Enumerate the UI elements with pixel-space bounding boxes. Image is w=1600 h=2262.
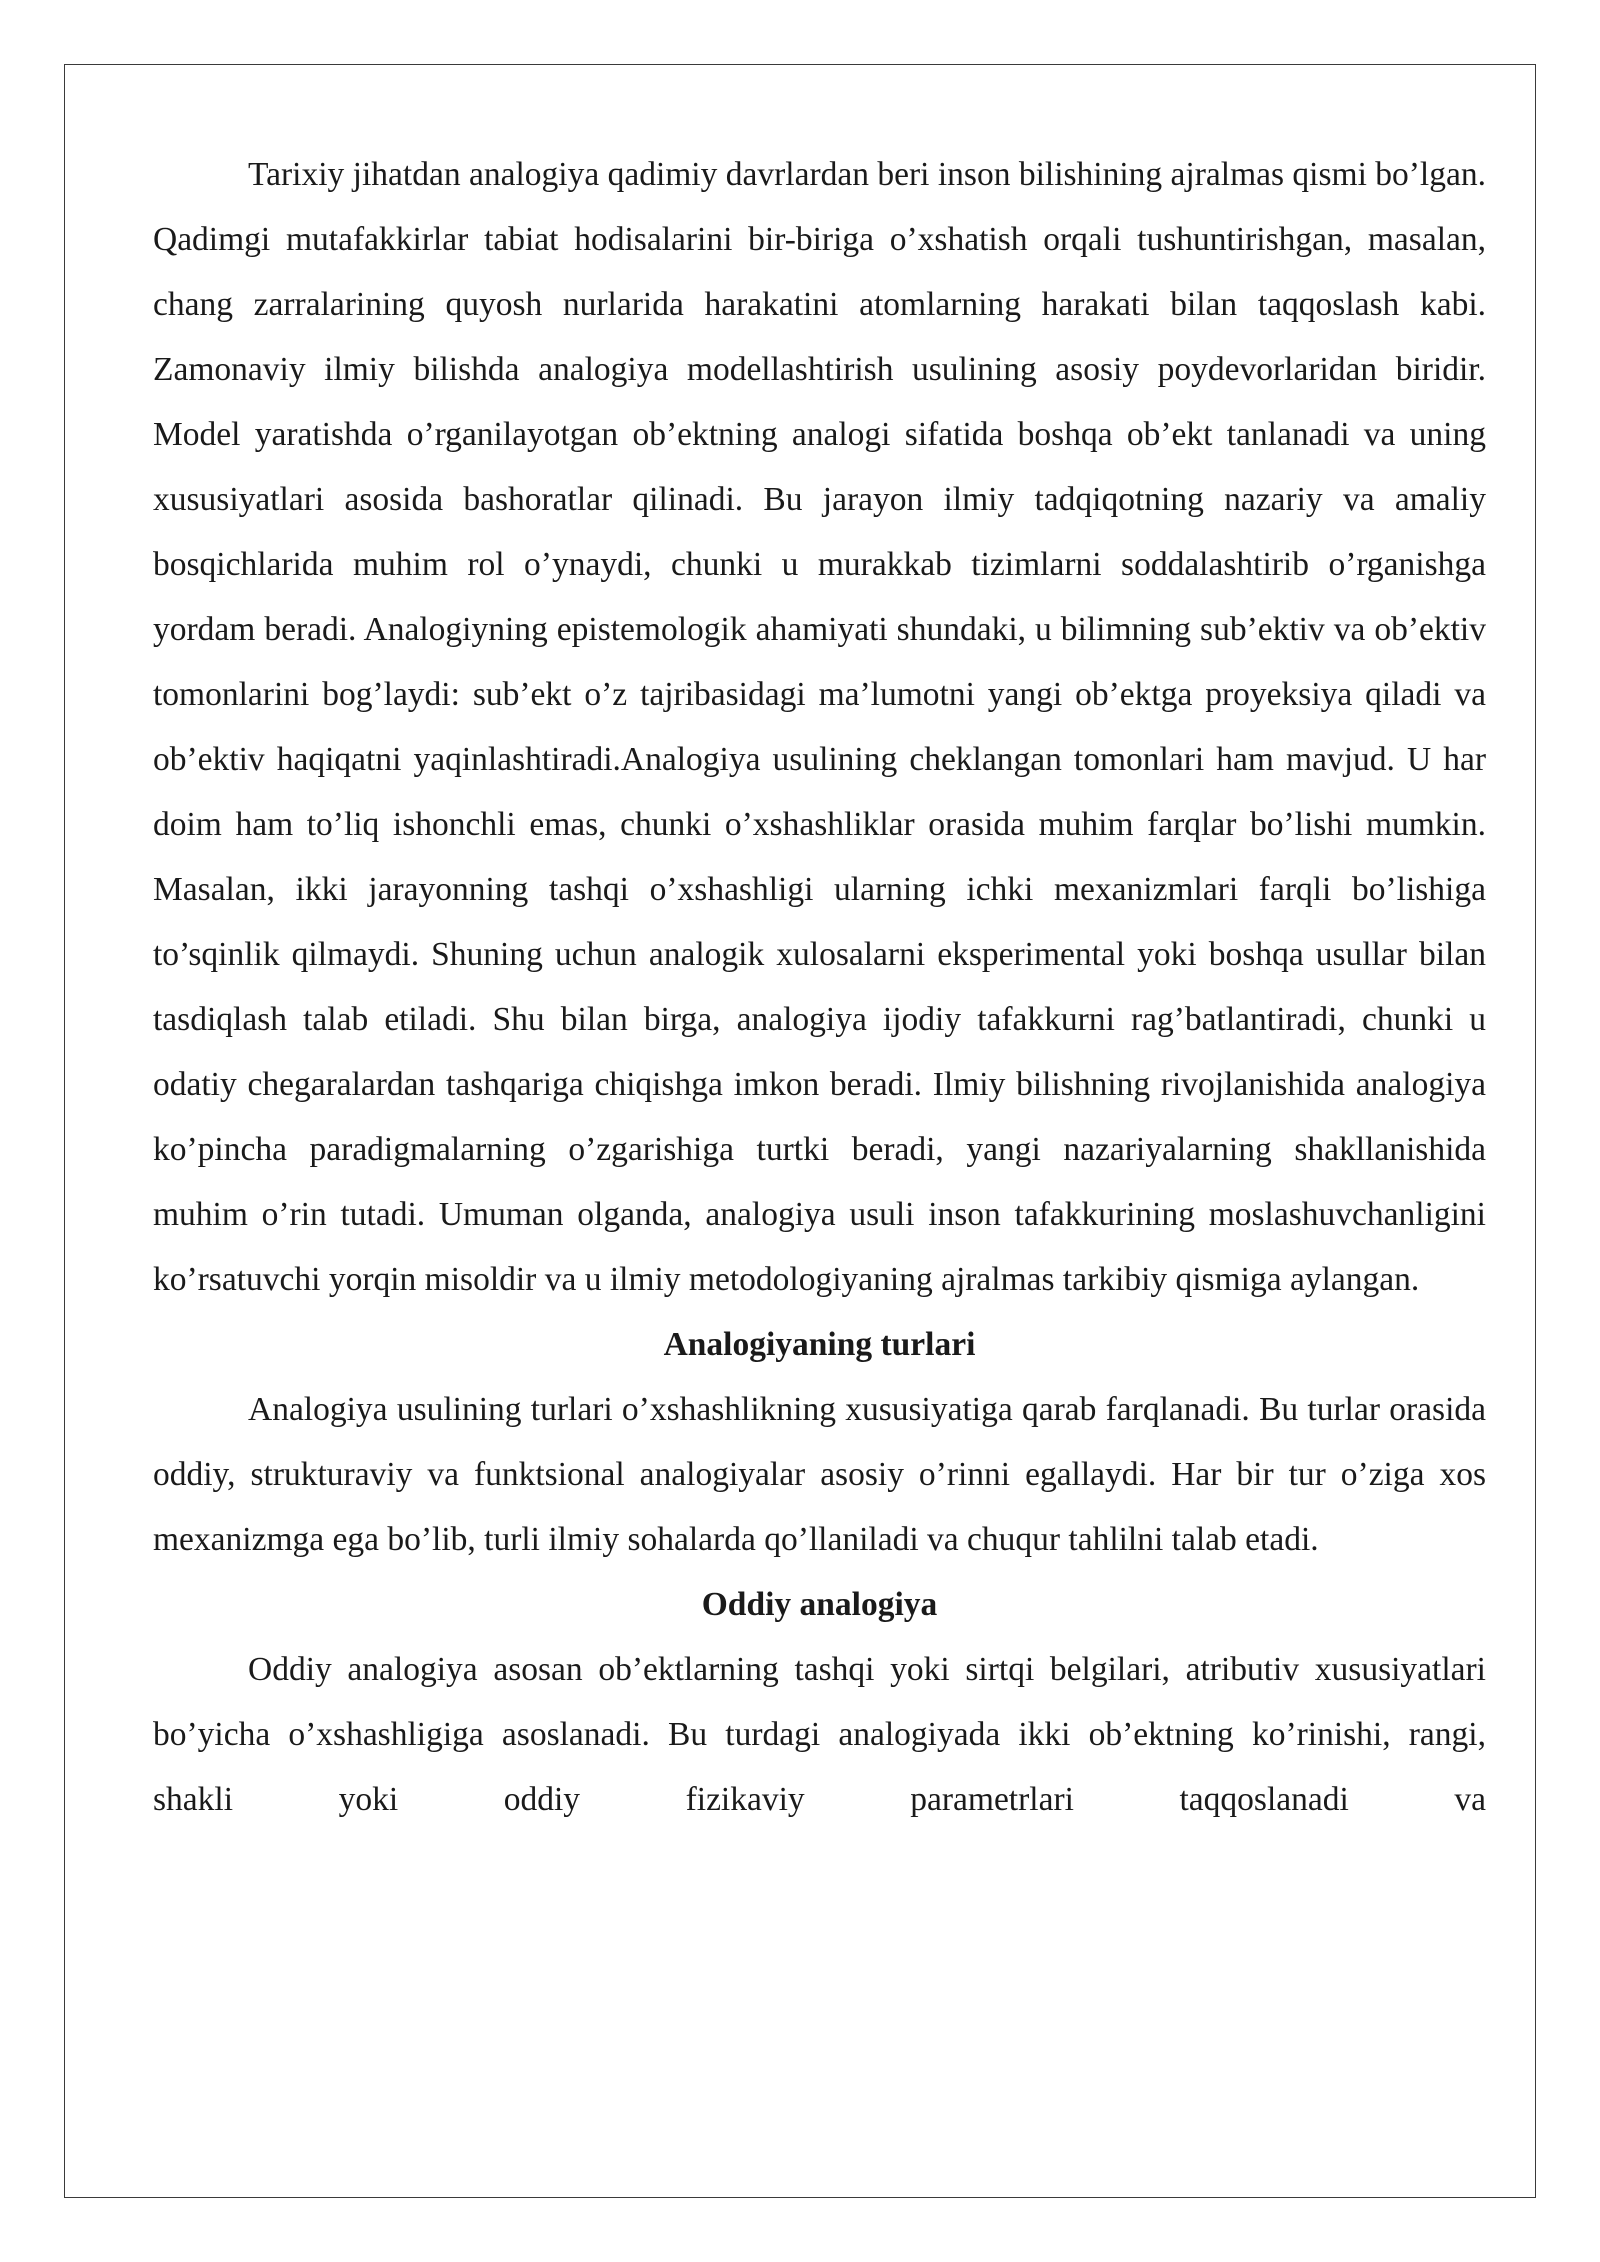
section-heading-types: Analogiyaning turlari xyxy=(663,1326,976,1363)
paragraph-simple-analogy: Oddiy analogiya asosan ob’ektlarning tashqi yoki sirtqi belgilari, atributiv xususiyatlari bo’yicha o’xshashligiga asoslanadi. Bu turdagi analogiyada ikki ob’ektning ko’rinishi, rangi, shakli yoki oddiy fizikaviy parametrlari taqqoslanadi va xyxy=(153,1651,1486,1818)
paragraph-types: Analogiya usulining turlari o’xshashlikning xususiyatiga qarab farqlanadi. Bu turlar orasida oddiy, strukturaviy va funktsional analogiyalar asosiy o’rinni egallaydi. Har bir tur o’ziga xos mexanizmga ega bo’lib, turli ilmiy sohalarda qo’llaniladi va chuqur tahlilni talab etadi. xyxy=(153,1391,1486,1558)
document-body xyxy=(153,142,1486,1832)
section-heading-simple-analogy: Oddiy analogiya xyxy=(701,1586,938,1623)
paragraph-history: Tarixiy jihatdan analogiya qadimiy davrlardan beri inson bilishining ajralmas qismi bo’lgan. Qadimgi mutafakkirlar tabiat hodisalarini bir-biriga o’xshatish orqali tushuntirishgan, masalan, chang zarralarining quyosh nurlarida harakatini atomlarning harakati bilan taqqoslash kabi. Zamonaviy ilmiy bilishda analogiya modellashtirish usulining asosiy poydevorlaridan biridir. Model yaratishda o’rganilayotgan ob’ektning analogi sifatida boshqa ob’ekt tanlanadi va uning xususiyatlari asosida bashoratlar qilinadi. Bu jarayon ilmiy tadqiqotning nazariy va amaliy bosqichlarida muhim rol o’ynaydi, chunki u murakkab tizimlarni soddalashtirib o’rganishga yordam beradi. Analogiyning epistemologik ahamiyati shundaki, u bilimning sub’ektiv va ob’ektiv tomonlarini bog’laydi: sub’ekt o’z tajribasidagi ma’lumotni yangi ob’ektga proyeksiya qiladi va ob’ektiv haqiqatni yaqinlashtiradi.Analogiya usulining cheklangan tomonlari ham mavjud. U har doim ham to’liq ishonchli emas, chunki o’xshashliklar orasida muhim farqlar bo’lishi mumkin. Masalan, ikki jarayonning tashqi o’xshashligi ularning ichki mexanizmlari farqli bo’lishiga to’sqinlik qilmaydi. Shuning uchun analogik xulosalarni eksperimental yoki boshqa usullar bilan tasdiqlash talab etiladi. Shu bilan birga, analogiya ijodiy tafakkurni rag’batlantiradi, chunki u odatiy chegaralardan tashqariga chiqishga imkon beradi. Ilmiy bilishning rivojlanishida analogiya ko’pincha paradigmalarning o’zgarishiga turtki beradi, yangi nazariyalarning shakllanishida muhim o’rin tutadi. Umuman olganda, analogiya usuli inson tafakkurining moslashuvchanligini ko’rsatuvchi yorqin misoldir va u ilmiy metodologiyaning ajralmas tarkibiy qismiga aylangan. xyxy=(153,156,1486,1298)
